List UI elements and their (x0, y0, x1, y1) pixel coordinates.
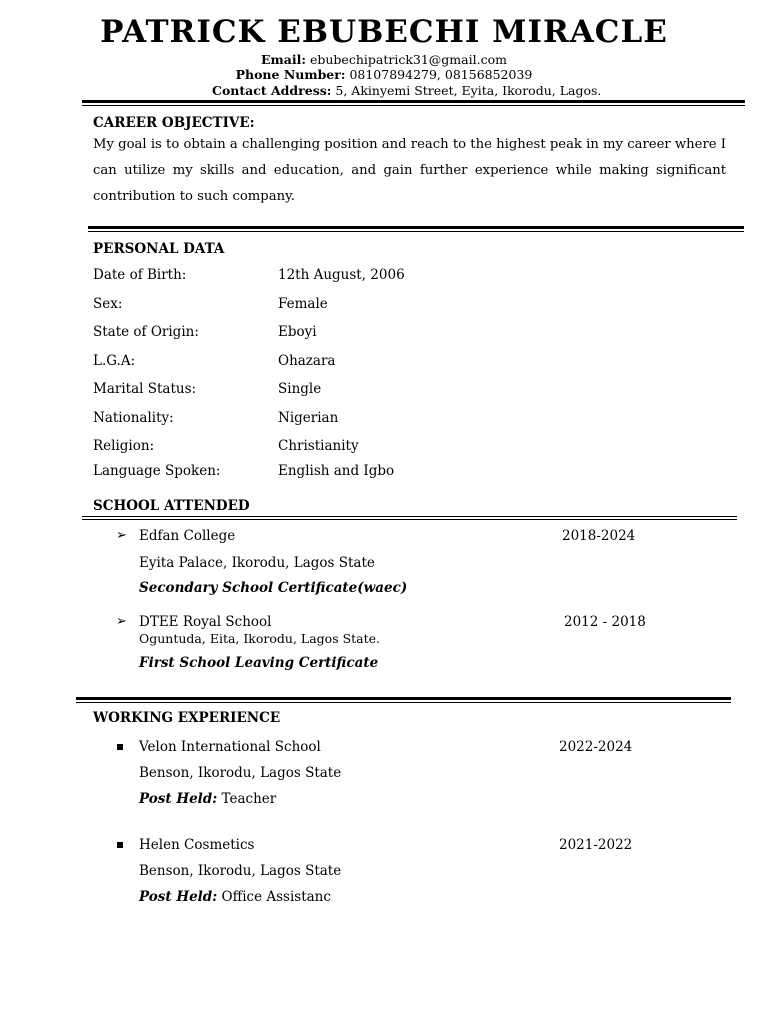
personal-label: Nationality: (93, 410, 174, 426)
objective-text: My goal is to obtain a challenging position and reach to the highest peak in my career where I can utilize my skills and education, and gain further experience while making significant contribution to such company. (93, 137, 726, 204)
personal-label: State of Origin: (93, 324, 199, 340)
square-bullet-icon (117, 744, 123, 750)
work-post (139, 889, 331, 905)
personal-label: Date of Birth: (93, 267, 187, 283)
school-location: Oguntuda, Eita, Ikorodu, Lagos State. (139, 631, 381, 646)
work-years: 2021-2022 (559, 837, 633, 853)
address-line (212, 83, 601, 98)
personal-label: L.G.A: (93, 353, 136, 369)
school-certificate: Secondary School Certificate(waec) (139, 580, 408, 596)
personal-value: Eboyi (278, 324, 317, 340)
objective-title: CAREER OBJECTIVE: (93, 115, 255, 131)
school-years: 2018-2024 (562, 528, 636, 544)
personal-value: English and Igbo (278, 463, 395, 479)
personal-label: Religion: (93, 438, 155, 454)
school-certificate: First School Leaving Certificate (139, 655, 379, 671)
school-location: Eyita Palace, Ikorodu, Lagos State (139, 555, 375, 571)
personal-value: Ohazara (278, 353, 336, 369)
personal-value: Female (278, 296, 328, 312)
address-value: 5, Akinyemi Street, Eyita, Ikorodu, Lagos. (335, 83, 602, 98)
school-divider-top (82, 516, 737, 517)
address-label: Contact Address: (212, 83, 332, 98)
work-title: WORKING EXPERIENCE (93, 710, 281, 726)
personal-value: Single (278, 381, 322, 397)
work-years: 2022-2024 (559, 739, 633, 755)
school-divider-thin (76, 702, 731, 703)
school-title: SCHOOL ATTENDED (93, 498, 250, 514)
phone-value: 08107894279, 08156852039 (349, 67, 533, 82)
header-divider-thick (82, 100, 745, 103)
personal-data-title: PERSONAL DATA (93, 241, 225, 257)
personal-value: Nigerian (278, 410, 339, 426)
work-employer: Helen Cosmetics (139, 837, 255, 853)
arrow-bullet-icon: ➢ (116, 528, 127, 543)
square-bullet-icon (117, 842, 123, 848)
arrow-bullet-icon: ➢ (116, 614, 127, 629)
school-name: Edfan College (139, 528, 236, 544)
objective-divider-thick (88, 226, 744, 229)
personal-label: Language Spoken: (93, 463, 221, 479)
school-divider-thick (76, 697, 731, 700)
phone-label: Phone Number: (235, 67, 346, 82)
personal-label: Sex: (93, 296, 123, 312)
school-name: DTEE Royal School (139, 614, 272, 630)
personal-value: Christianity (278, 438, 359, 454)
work-location: Benson, Ikorodu, Lagos State (139, 863, 342, 879)
post-held-value: Office Assistanc (221, 889, 331, 905)
email-value: ebubechipatrick31@gmail.com (309, 52, 507, 67)
post-held-value: Teacher (221, 791, 277, 807)
objective-divider-thin (88, 231, 744, 232)
email-line (0, 52, 768, 67)
personal-value: 12th August, 2006 (278, 267, 405, 283)
phone-line (0, 67, 768, 82)
header-divider-thin (82, 105, 745, 106)
personal-label: Marital Status: (93, 381, 197, 397)
work-employer: Velon International School (139, 739, 321, 755)
post-held-label: Post Held: (139, 889, 218, 905)
school-years: 2012 - 2018 (564, 614, 646, 630)
candidate-name: PATRICK EBUBECHI MIRACLE (100, 14, 668, 50)
email-label: Email: (261, 52, 306, 67)
work-location: Benson, Ikorodu, Lagos State (139, 765, 342, 781)
post-held-label: Post Held: (139, 791, 218, 807)
school-divider-bottom (82, 519, 737, 520)
work-post (139, 791, 276, 807)
